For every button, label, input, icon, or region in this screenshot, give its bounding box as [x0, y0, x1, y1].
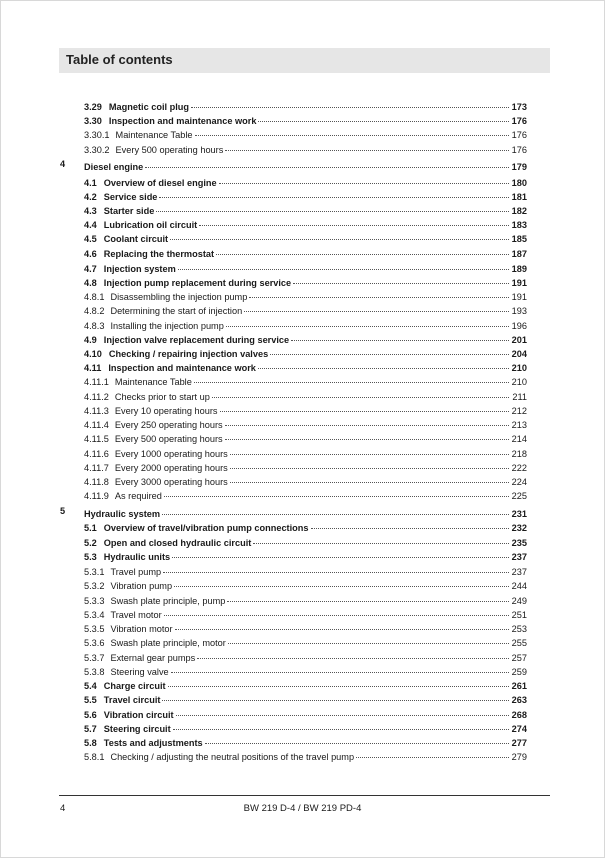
footer-model: BW 219 D-4 / BW 219 PD-4: [243, 803, 362, 814]
page-number: 180: [511, 178, 527, 188]
section-number: 4.8.1: [84, 292, 105, 302]
section-title: Every 10 operating hours: [114, 406, 218, 416]
page-number: 193: [511, 306, 527, 316]
page-number: 253: [511, 624, 527, 634]
section-number: 5.4: [84, 681, 97, 691]
dot-leader: [174, 575, 509, 587]
section-number: 5.7: [84, 724, 97, 734]
section-number: 4.11.8: [84, 477, 109, 487]
section-title: Starter side: [103, 206, 155, 216]
page-number: 204: [511, 349, 527, 359]
dot-leader: [356, 746, 509, 758]
section-number: 4.11.5: [84, 434, 109, 444]
section-title: Inspection and maintenance work: [108, 363, 256, 373]
page-number: 185: [511, 234, 527, 244]
dot-leader: [159, 186, 509, 198]
section-title: Travel motor: [110, 610, 162, 620]
section-number: 5.3.8: [84, 667, 105, 677]
page-number: 191: [511, 278, 527, 288]
section-number: 5.2: [84, 538, 97, 548]
section-title: Travel circuit: [103, 695, 161, 705]
page-number: 191: [511, 292, 527, 302]
section-number: 4.8.2: [84, 306, 105, 316]
dot-leader: [195, 124, 509, 136]
section-number: 4.11.1: [84, 377, 109, 387]
page-number: 257: [511, 653, 527, 663]
section-title: Every 3000 operating hours: [114, 477, 228, 487]
toc-entry[interactable]: [0, 126, 605, 139]
chapter-number: 5: [60, 506, 66, 516]
section-number: 4.5: [84, 234, 97, 244]
page-number: 176: [511, 145, 527, 155]
section-number: 3.29: [84, 102, 102, 112]
section-title: Vibration motor: [110, 624, 173, 634]
dot-leader: [205, 732, 509, 744]
page-title: Table of contents: [66, 52, 173, 67]
section-title: Every 500 operating hours: [114, 434, 223, 444]
page-number: 251: [511, 610, 527, 620]
dot-leader: [227, 590, 509, 602]
toc-entry[interactable]: [0, 302, 605, 315]
section-number: 4.4: [84, 220, 97, 230]
section-title: Magnetic coil plug: [108, 102, 190, 112]
section-number: 5.6: [84, 710, 97, 720]
dot-leader: [216, 243, 509, 255]
dot-leader: [258, 357, 509, 369]
section-title: Injection valve replacement during service: [103, 335, 290, 345]
page-number: 182: [511, 206, 527, 216]
section-number: 5.3.1: [84, 567, 105, 577]
dot-leader: [156, 200, 509, 212]
section-title: Tests and adjustments: [103, 738, 203, 748]
footer-page-number: 4: [60, 803, 66, 814]
section-number: 5.3.3: [84, 596, 105, 606]
page-number: 263: [511, 695, 527, 705]
page-number: 255: [511, 638, 527, 648]
section-number: 4.11.2: [84, 392, 109, 402]
section-title: Steering valve: [110, 667, 169, 677]
section-title: Installing the injection pump: [110, 321, 224, 331]
section-number: 4.8: [84, 278, 97, 288]
dot-leader: [163, 561, 509, 573]
section-title: Every 250 operating hours: [114, 420, 223, 430]
dot-leader: [244, 300, 509, 312]
dot-leader: [175, 618, 509, 630]
section-number: 4.8.3: [84, 321, 105, 331]
page-number: 176: [511, 116, 527, 126]
dot-leader: [249, 286, 509, 298]
section-title: As required: [114, 491, 162, 501]
page-number: 201: [511, 335, 527, 345]
dot-leader: [162, 689, 509, 701]
page-number: 244: [511, 581, 527, 591]
dot-leader: [311, 517, 509, 529]
page-number: 211: [512, 392, 527, 402]
section-title: Maintenance Table: [115, 130, 193, 140]
section-number: 5.5: [84, 695, 97, 705]
dot-leader: [176, 704, 509, 716]
page-number: 212: [511, 406, 527, 416]
section-title: Overview of travel/vibration pump connections: [103, 523, 309, 533]
section-number: 3.30.1: [84, 130, 110, 140]
dot-leader: [258, 110, 509, 122]
page-number: 237: [511, 552, 527, 562]
section-title: Hydraulic system: [84, 509, 161, 519]
toc-entry[interactable]: [0, 734, 605, 747]
section-number: 5.3.7: [84, 653, 105, 663]
page-number: 181: [511, 192, 527, 202]
toc-entry[interactable]: [0, 158, 605, 171]
section-title: Inspection and maintenance work: [108, 116, 257, 126]
section-title: Every 1000 operating hours: [114, 449, 228, 459]
dot-leader: [225, 139, 509, 151]
dot-leader: [168, 675, 509, 687]
section-title: Replacing the thermostat: [103, 249, 215, 259]
page-number: 176: [511, 130, 527, 140]
dot-leader: [173, 718, 509, 730]
section-number: 4.9: [84, 335, 97, 345]
dot-leader: [219, 172, 509, 184]
toc-entry[interactable]: [0, 577, 605, 590]
section-title: Travel pump: [110, 567, 162, 577]
toc-entry[interactable]: [0, 748, 605, 761]
dot-leader: [293, 272, 509, 284]
section-number: 4.7: [84, 264, 97, 274]
dot-leader: [228, 632, 509, 644]
page-number: 179: [511, 162, 527, 172]
dot-leader: [164, 604, 509, 616]
toc-entry[interactable]: [0, 505, 605, 518]
footer-divider: [59, 795, 550, 796]
toc-entry[interactable]: [0, 141, 605, 154]
page-number: 224: [511, 477, 527, 487]
page-number: 173: [511, 102, 527, 112]
toc-entry[interactable]: [0, 245, 605, 258]
page-number: 231: [511, 509, 527, 519]
section-title: Injection system: [103, 264, 176, 274]
section-title: Checking / repairing injection valves: [108, 349, 269, 359]
dot-leader: [270, 343, 509, 355]
dot-leader: [225, 414, 509, 426]
page-number: 189: [511, 264, 527, 274]
section-title: Disassembling the injection pump: [110, 292, 248, 302]
page-number: 222: [511, 463, 527, 473]
section-number: 4.11.6: [84, 449, 109, 459]
dot-leader: [171, 661, 509, 673]
section-number: 4.6: [84, 249, 97, 259]
page-number: 279: [511, 752, 527, 762]
section-title: Maintenance Table: [114, 377, 192, 387]
section-number: 5.1: [84, 523, 97, 533]
page-number: 210: [511, 363, 527, 373]
dot-leader: [212, 386, 509, 398]
section-title: Injection pump replacement during service: [103, 278, 292, 288]
section-title: Every 500 operating hours: [115, 145, 224, 155]
page-number: 249: [511, 596, 527, 606]
dot-leader: [170, 228, 509, 240]
section-title: Charge circuit: [103, 681, 166, 691]
toc-entry[interactable]: [0, 519, 605, 532]
section-number: 5.3.4: [84, 610, 105, 620]
page-number: 277: [511, 738, 527, 748]
page-number: 213: [511, 420, 527, 430]
section-number: 3.30.2: [84, 145, 110, 155]
section-number: 4.11.7: [84, 463, 109, 473]
dot-leader: [197, 647, 509, 659]
section-title: Hydraulic units: [103, 552, 171, 562]
page-number: 210: [511, 377, 527, 387]
section-number: 5.3.6: [84, 638, 105, 648]
section-title: Open and closed hydraulic circuit: [103, 538, 252, 548]
dot-leader: [230, 443, 509, 455]
toc-entry[interactable]: [0, 373, 605, 386]
section-title: Swash plate principle, pump: [110, 596, 226, 606]
dot-leader: [230, 457, 509, 469]
section-title: Checks prior to start up: [114, 392, 210, 402]
section-number: 5.8.1: [84, 752, 105, 762]
page-number: 214: [511, 434, 527, 444]
dot-leader: [291, 329, 509, 341]
toc-entry[interactable]: [0, 691, 605, 704]
section-title: Vibration pump: [110, 581, 173, 591]
chapter-number: 4: [60, 159, 66, 169]
section-number: 5.3.5: [84, 624, 105, 634]
section-title: Coolant circuit: [103, 234, 169, 244]
page-number: 225: [511, 491, 527, 501]
section-title: Service side: [103, 192, 158, 202]
section-number: 5.3.2: [84, 581, 105, 591]
dot-leader: [145, 156, 509, 168]
section-number: 4.1: [84, 178, 97, 188]
dot-leader: [226, 315, 509, 327]
toc-entry[interactable]: [0, 634, 605, 647]
dot-leader: [172, 546, 509, 558]
section-number: 4.11: [84, 363, 102, 373]
page-number: 232: [511, 523, 527, 533]
dot-leader: [220, 400, 509, 412]
dot-leader: [178, 258, 509, 270]
toc-header-bar: [59, 48, 550, 73]
section-title: Diesel engine: [84, 162, 144, 172]
section-title: Overview of diesel engine: [103, 178, 217, 188]
dot-leader: [230, 471, 509, 483]
dot-leader: [194, 371, 509, 383]
section-number: 3.30: [84, 116, 102, 126]
section-title: Determining the start of injection: [110, 306, 243, 316]
section-number: 4.11.3: [84, 406, 109, 416]
page-number: 274: [511, 724, 527, 734]
dot-leader: [191, 96, 509, 108]
section-title: Lubrication oil circuit: [103, 220, 198, 230]
section-title: Steering circuit: [103, 724, 171, 734]
section-number: 4.2: [84, 192, 97, 202]
dot-leader: [164, 485, 509, 497]
dot-leader: [199, 214, 509, 226]
page-number: 268: [511, 710, 527, 720]
toc-entry[interactable]: [0, 487, 605, 500]
section-number: 5.3: [84, 552, 97, 562]
page-number: 237: [511, 567, 527, 577]
toc-entry[interactable]: [0, 230, 605, 243]
section-title: Checking / adjusting the neutral positions of the travel pump: [110, 752, 355, 762]
section-number: 4.10: [84, 349, 102, 359]
section-title: Every 2000 operating hours: [114, 463, 228, 473]
dot-leader: [253, 532, 509, 544]
page-number: 183: [511, 220, 527, 230]
page-number: 218: [511, 449, 527, 459]
page-number: 261: [511, 681, 527, 691]
section-title: Vibration circuit: [103, 710, 174, 720]
dot-leader: [162, 503, 509, 515]
page-number: 187: [511, 249, 527, 259]
section-number: 4.11.9: [84, 491, 109, 501]
toc-entry[interactable]: [0, 548, 605, 561]
dot-leader: [225, 428, 509, 440]
page-number: 259: [511, 667, 527, 677]
section-number: 4.3: [84, 206, 97, 216]
section-number: 4.11.4: [84, 420, 109, 430]
toc-entry[interactable]: [0, 430, 605, 443]
section-title: External gear pumps: [110, 653, 196, 663]
page-number: 235: [511, 538, 527, 548]
page-number: 196: [511, 321, 527, 331]
section-number: 5.8: [84, 738, 97, 748]
section-title: Swash plate principle, motor: [110, 638, 226, 648]
